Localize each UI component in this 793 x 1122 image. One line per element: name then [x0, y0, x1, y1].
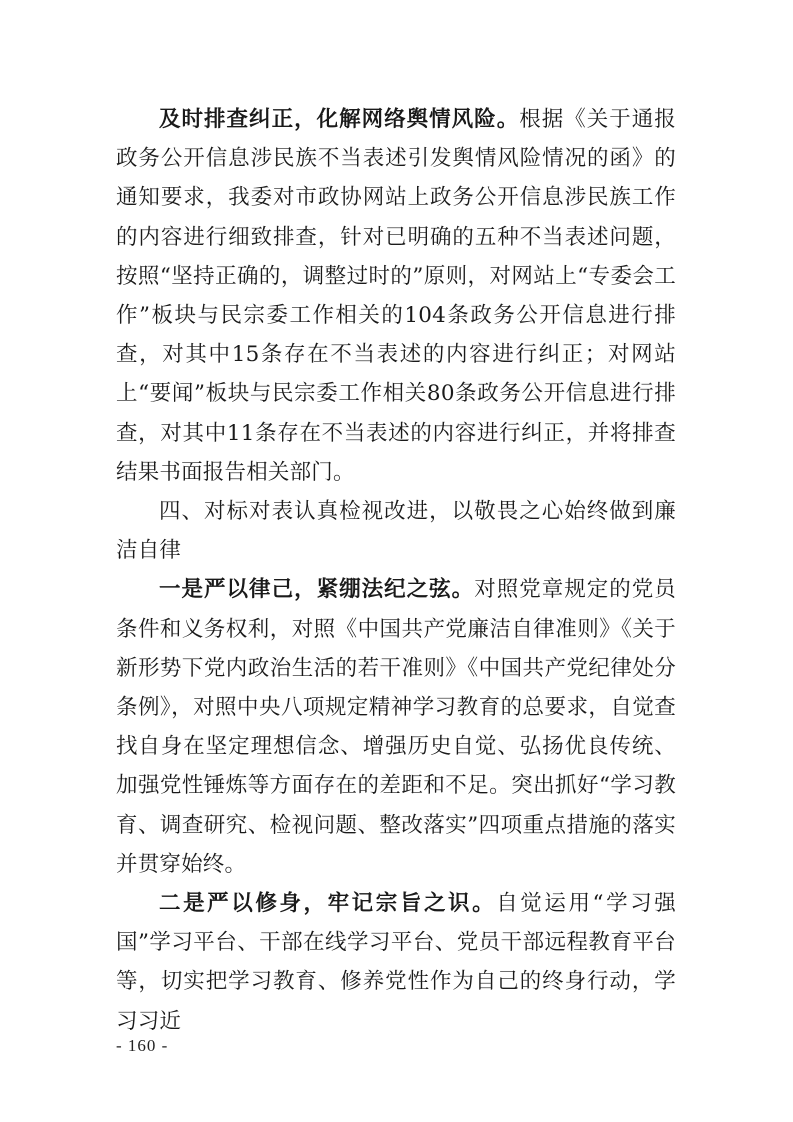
paragraph-internet-risk — [116, 100, 676, 492]
paragraph-lead: 二是严以修身，牢记宗旨之识。 — [159, 891, 497, 917]
paragraph-body: 根据《关于通报政务公开信息涉民族不当表述引发舆情风险情况的函》的通知要求，我委对市政协网站上政务公开信息涉民族工作的内容进行细致排查，针对已明确的五种不当表述问题，按照“坚持正确的，调整过时的”原则，对网站上“专委会工作”板块与民宗委工作相关的104条政务公开信息进行排查，对其中15条存在不当表述的内容进行纠正；对网站上“要闻”板块与民宗委工作相关80条政务公开信息进行排查，对其中11条存在不当表述的内容进行纠正，并将排查结果书面报告相关部门。 — [116, 107, 676, 485]
section-heading-four: 四、对标对表认真检视改进，以敬畏之心始终做到廉洁自律 — [116, 499, 676, 564]
paragraph-body: 自觉运用“学习强国”学习平台、干部在线学习平台、党员干部远程教育平台等，切实把学习教育、修养党性作为自己的终身行动，学习习近 — [116, 891, 676, 1034]
paragraph-lead: 及时排查纠正，化解网络舆情风险。 — [159, 107, 520, 132]
body-text — [116, 100, 676, 1041]
paragraph-self-cultivation — [116, 884, 676, 1041]
paragraph-self-discipline — [116, 570, 676, 884]
paragraph-lead: 一是严以律己，紧绷法纪之弦。 — [159, 577, 475, 603]
page-number: - 160 - — [116, 1036, 169, 1055]
paragraph-body: 对照党章规定的党员条件和义务权利，对照《中国共产党廉洁自律准则》《关于新形势下党内政治生活的若干准则》《中国共产党纪律处分条例》，对照中央八项规定精神学习教育的总要求，自觉查找自身在坚定理想信念、增强历史自觉、弘扬优良传统、加强党性锤炼等方面存在的差距和不足。突出抓好“学习教育、调查研究、检视问题、整改落实”四项重点措施的落实并贯穿始终。 — [116, 577, 676, 877]
